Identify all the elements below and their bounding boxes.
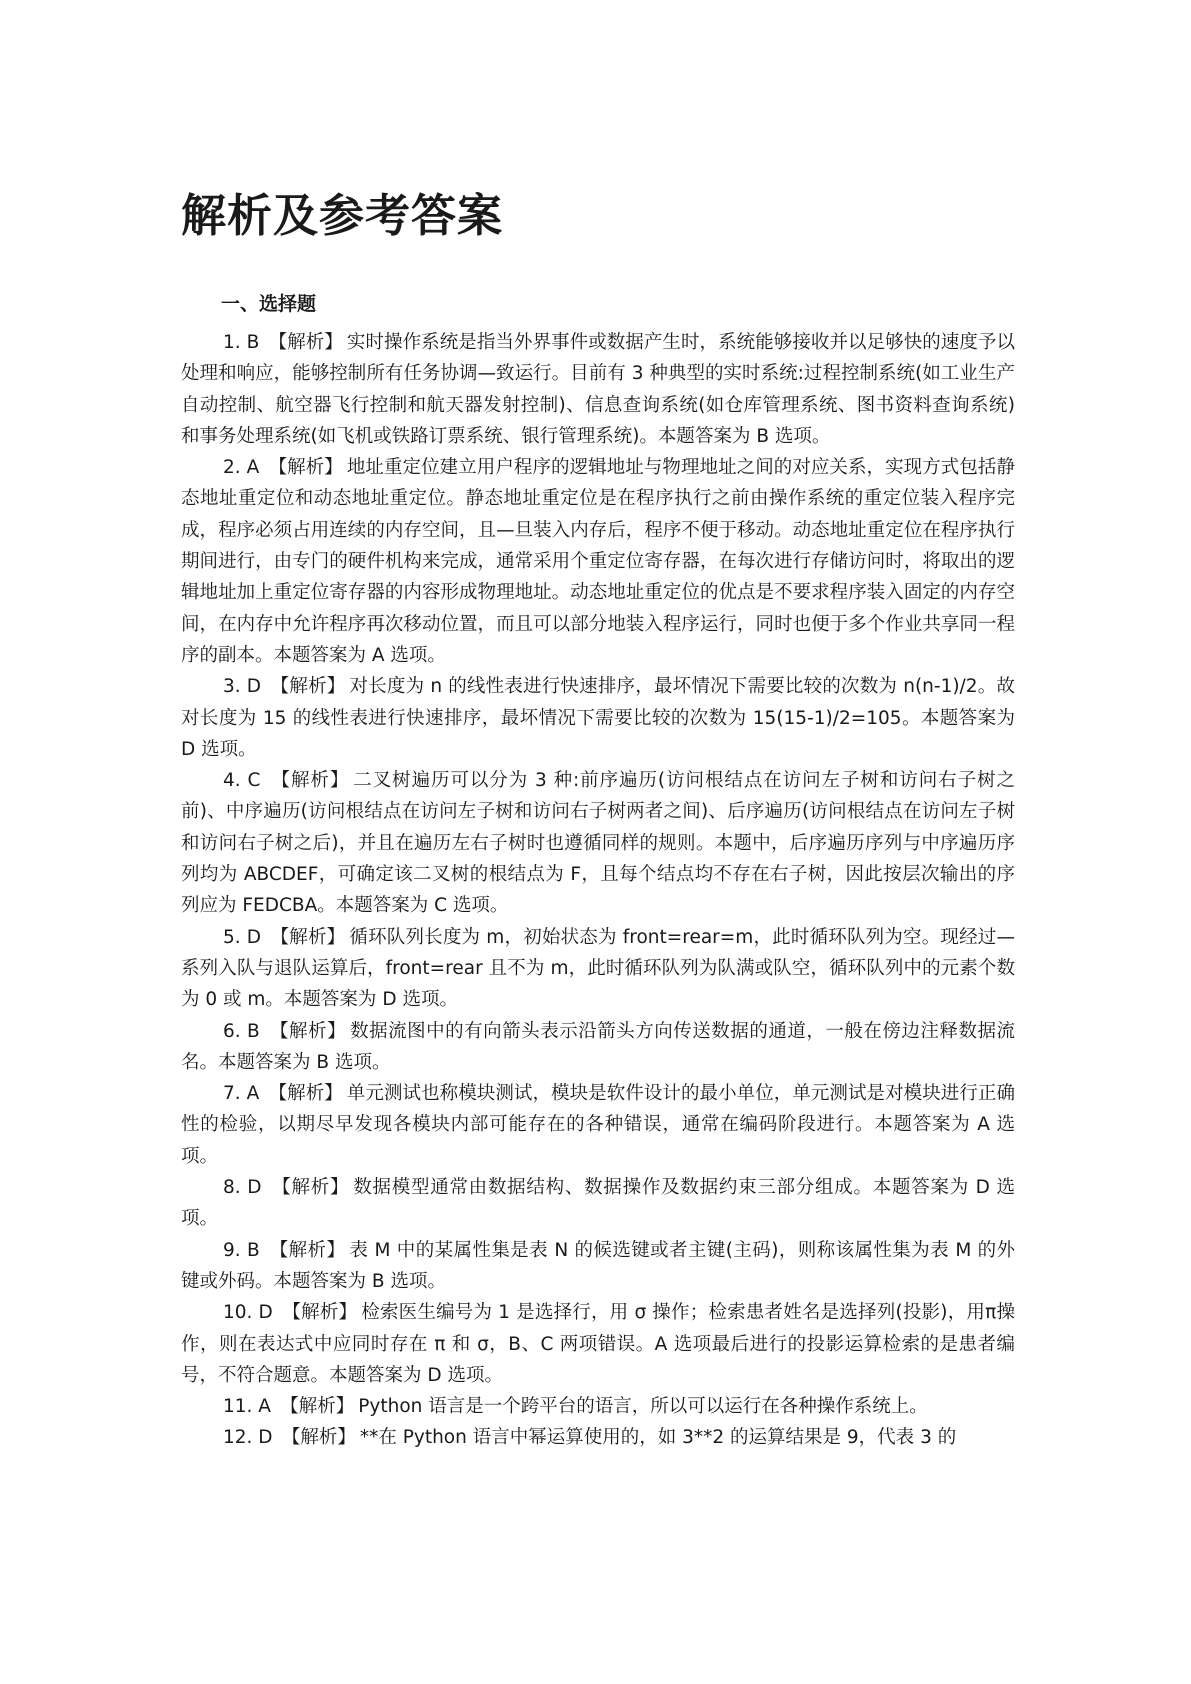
answer-number: 1. B <box>223 332 260 353</box>
analysis-label: 【解析】 <box>277 1083 343 1105</box>
answer-number: 2. A <box>223 457 260 479</box>
analysis-text: 实时操作系统是指当外界事件或数据产生时，系统能够接收并以足够快的速度予以处理和响应，能够控制所有任务协调—致运行。目前有 3 种典型的实时系统:过程控制系统(如工业生产自动控制、航空器飞行控制和航天器发射控制)、信息查询系统(如仓库管理系统、图书资料查询系统)和事务处理系统(如飞机或铁路订票系统、银行管理系统)。本题答案为 B 选项。 <box>181 332 1015 447</box>
analysis-label: 【解析】 <box>279 676 346 698</box>
answer-list <box>181 327 1015 1454</box>
answer-item <box>181 922 1015 1016</box>
answer-item <box>181 765 1015 921</box>
analysis-text: Python 语言是一个跨平台的语言，所以可以运行在各种操作系统上。 <box>358 1396 928 1418</box>
answer-item <box>181 1235 1015 1298</box>
analysis-label: 【解析】 <box>277 457 343 479</box>
answer-number: 11. A <box>223 1396 271 1418</box>
answer-item <box>181 327 1015 452</box>
analysis-text: 地址重定位建立用户程序的逻辑地址与物理地址之间的对应关系，实现方式包括静态地址重定位和动态地址重定位。静态地址重定位是在程序执行之前由操作系统的重定位装入程序完成，程序必须占用连续的内存空间，且—旦装入内存后，程序不便于移动。动态地址重定位在程序执行期间进行，由专门的硬件机构来完成，通常采用个重定位寄存器，在每次进行存储访问时，将取出的逻辑地址加上重定位寄存器的内容形成物理地址。动态地址重定位的优点是不要求程序装入固定的内存空间，在内存中允许程序再次移动位置，而且可以部分地装入程序运行，同时也便于多个作业共享同一程序的副本。本题答案为 A 选项。 <box>181 457 1015 666</box>
answer-item <box>181 1422 1015 1453</box>
answer-item <box>181 671 1015 765</box>
analysis-text: 检索医生编号为 1 是选择行，用 σ 操作；检索患者姓名是选择列(投影)，用π操作，则在表达式中应同时存在 π 和 σ，B、C 两项错误。A 选项最后进行的投影运算检索的是患者编号，不符合题意。本题答案为 D 选项。 <box>181 1302 1015 1386</box>
answer-number: 8. D <box>223 1177 262 1199</box>
answer-number: 5. D <box>223 926 261 948</box>
analysis-label: 【解析】 <box>279 926 346 948</box>
answer-number: 7. A <box>223 1083 260 1105</box>
analysis-text: 表 M 中的某属性集是表 N 的候选键或者主键(主码)，则称该属性集为表 M 的外键或外码。本题答案为 B 选项。 <box>181 1239 1015 1292</box>
analysis-text: 单元测试也称模块测试，模块是软件设计的最小单位，单元测试是对模块进行正确性的检验，以期尽早发现各模块内部可能存在的各种错误，通常在编码阶段进行。本题答案为 A 选项。 <box>181 1083 1015 1167</box>
answer-number: 12. D <box>223 1427 273 1449</box>
analysis-label: 【解析】 <box>280 770 350 792</box>
analysis-text: **在 Python 语言中幂运算使用的，如 3**2 的运算结果是 9，代表 3 的 <box>359 1427 957 1449</box>
analysis-text: 数据流图中的有向箭头表示沿箭头方向传送数据的通道，一般在傍边注释数据流名。本题答案为 B 选项。 <box>181 1020 1015 1073</box>
answer-item <box>181 452 1015 671</box>
answer-number: 3. D <box>223 676 261 698</box>
answer-number: 9. B <box>223 1239 260 1261</box>
analysis-label: 【解析】 <box>291 1302 358 1324</box>
analysis-text: 循环队列长度为 m，初始状态为 front=rear=m，此时循环队列为空。现经过—系列入队与退队运算后，front=rear 且不为 m，此时循环队列为队满或队空，循环队列中的元素个数为 0 或 m。本题答案为 D 选项。 <box>181 926 1015 1011</box>
analysis-label: 【解析】 <box>277 332 343 353</box>
analysis-label: 【解析】 <box>291 1427 356 1449</box>
answer-item <box>181 1297 1015 1391</box>
answer-number: 10. D <box>223 1302 273 1324</box>
analysis-text: 对长度为 n 的线性表进行快速排序，最坏情况下需要比较的次数为 n(n-1)/2。故对长度为 15 的线性表进行快速排序，最坏情况下需要比较的次数为 15(15-1)/2=105。本题答案为 D 选项。 <box>181 676 1015 760</box>
answer-item <box>181 1016 1015 1079</box>
analysis-label: 【解析】 <box>278 1239 346 1261</box>
answer-item <box>181 1391 1015 1422</box>
analysis-label: 【解析】 <box>281 1177 350 1199</box>
analysis-text: 数据模型通常由数据结构、数据操作及数据约束三部分组成。本题答案为 D 选项。 <box>181 1177 1015 1230</box>
answer-number: 6. B <box>223 1020 260 1042</box>
analysis-label: 【解析】 <box>279 1020 347 1042</box>
section-heading: 一、选择题 <box>221 293 317 315</box>
analysis-text: 二叉树遍历可以分为 3 种:前序遍历(访问根结点在访问左子树和访问右子树之前)、中序遍历(访问根结点在访问左子树和访问右子树两者之间)、后序遍历(访问根结点在访问左子树和访问右子树之后)，并且在遍历左右子树时也遵循同样的规则。本题中，后序遍历序列与中序遍历序列均为 ABCDEF，可确定该二叉树的根结点为 F，且每个结点均不存在右子树，因此按层次输出的序列应为 FEDCBA。本题答案为 C 选项。 <box>181 770 1015 917</box>
page-title: 解析及参考答案 <box>181 189 504 242</box>
answer-item <box>181 1078 1015 1172</box>
answer-number: 4. C <box>223 770 261 792</box>
analysis-label: 【解析】 <box>289 1396 355 1418</box>
answer-item <box>181 1172 1015 1235</box>
